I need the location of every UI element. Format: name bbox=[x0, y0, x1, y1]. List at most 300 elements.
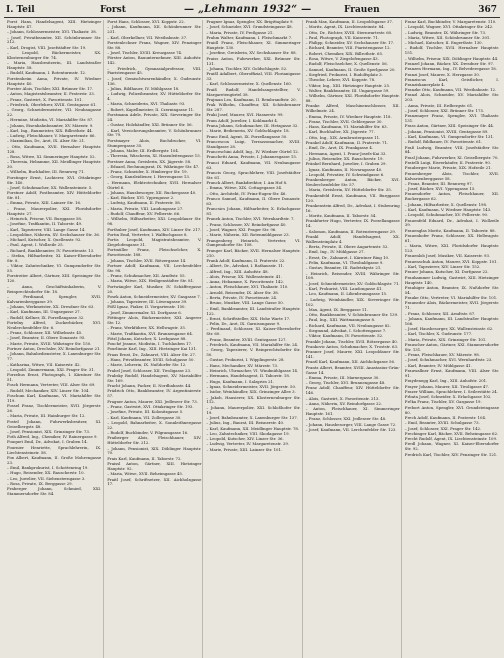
directory-entry: – Alfred, Ing., XIII. Auhofstr. 48. bbox=[206, 268, 269, 274]
directory-entry: Fraißl Adalbert, Oberoffizial, VIII. Florianigasse 33. bbox=[206, 71, 301, 82]
directory-entry: – Georg, Tischler, XVI. Brunnengasse 48. bbox=[305, 380, 386, 386]
directory-entry: Frass Anton, Gärtner, XIII. Speisinger Str. 44. bbox=[404, 123, 495, 129]
directory-entry: – Hermann, Elektrotechniker, XVII. Hernalser Gürtel 6. bbox=[107, 179, 202, 190]
directory-entry: Fraß Ludwig, Beamter, VIII. Josefstädter Str. 84. bbox=[404, 144, 499, 155]
directory-entry: – Ludwig, Kaufmann, II. Praterstr. 58. bbox=[107, 200, 181, 206]
directory-entry: Fracht Johann, Packer, II. Nordbahnstr. 44. bbox=[107, 383, 192, 389]
directory-entry: – Franz, Werkführer, XX. Hellwagstr. 35. bbox=[107, 325, 187, 331]
directory-entry: Franck Albert, Bankdirektor, I. Am Hof 8. bbox=[206, 180, 288, 186]
directory-entry: – Theodor, Lehrer, XVI. Koppstr. 78. bbox=[305, 77, 376, 83]
directory-entry: – Franz, Gastwirt, X. Favoritenstr. 101. bbox=[7, 96, 83, 102]
directory-entry: Franchetti Anna, Private, I. Johannesgasse 15. bbox=[206, 154, 298, 160]
directory-entry: – Ferdinand, Spengler, XVII. Kalvarienberggasse 39. bbox=[7, 293, 102, 304]
column-content bbox=[402, 20, 501, 458]
directory-entry: Fortis Leopold, Magistratsbeamter, V. Ziegelofengasse 31. bbox=[107, 237, 202, 248]
directory-entry: – Otto, Architekt, IV. Prinz-Eugen-Str. 46. bbox=[206, 190, 287, 196]
directory-entry: Fostel Johann, Fuhrwerksbesitzer, XI. Geiselbergstr. 48. bbox=[7, 418, 102, 429]
directory-entry: – Johann, Hausbesorger, VIII. Lange Gasse 72. bbox=[305, 421, 397, 427]
directory-column bbox=[401, 20, 501, 658]
directory-column bbox=[4, 20, 103, 658]
directory-entry: – Rosa, Witwe, XI. Simmeringer Hauptstr. 52. bbox=[7, 153, 96, 159]
directory-entry: – Johann, Kaufmann, III. Landstraßer Hauptstr. 166. bbox=[404, 315, 499, 326]
directory-entry: – Maria, Schneiderin, XVI. Thaliastr. 93. bbox=[107, 101, 186, 107]
directory-entry: – Viktor, Kaufmann, IV. Favoritenstr. 52. bbox=[305, 333, 384, 339]
directory-entry: – Hermine, Modistin, VI. Mariahilfer Str. 87. bbox=[7, 117, 94, 123]
directory-entry: – Stefan, Hilfsarbeiter, XI. Kaiser-Ebersdorfer Str. 8. bbox=[7, 253, 102, 263]
directory-entry: – Hermann, Handelsagent, II. Taborstr. 18. bbox=[206, 373, 291, 379]
directory-entry: Frankl Adolf, Handelsagent, XX. Wallensteinplatz 4. bbox=[305, 233, 400, 244]
directory-entry: – Rudolf, Chauffeur, XV. Felberstr. 66. bbox=[107, 211, 181, 217]
directory-entry: – Georg, Tapezierer, V. Reinprechtsdorfer Str. 50. bbox=[206, 347, 301, 358]
directory-entry: – Hugo, Reisender, XX. Rauscherstr. 10. bbox=[7, 470, 85, 476]
directory-entry: – Rosa, Witwe, V. Ziegelofengasse 43. bbox=[305, 56, 379, 62]
directory-entry: – Josefine, Private, III. Kolonitzgasse 5. bbox=[107, 409, 184, 415]
directory-entry: – Wilhelm, Buchhalter, III. Rennweg 71. bbox=[7, 169, 85, 175]
directory-column bbox=[103, 20, 203, 658]
directory-entry: Fossel Franz, Tischlermeister, XVII. Jörgerstr. 26. bbox=[7, 403, 102, 414]
directory-entry: – Ignaz, Schneidermeister, XVII. Jörgerstr. 50. bbox=[206, 383, 297, 389]
directory-entry: – Maria, Witwe, XII. Schönbrunner Str. 301. bbox=[404, 34, 491, 40]
directory-entry: – Siegfried, Prokurist, I. Rudolfsplatz 3. bbox=[305, 71, 383, 77]
directory-entry: – Karl, Kaufmann, VI. Gumpendorfer Str. 131. bbox=[404, 133, 495, 139]
directory-entry: – Hermann, Agent, I. Franz-Josefs-Kai 33. bbox=[305, 150, 387, 156]
directory-entry: – Berta, Private, II. Obere Augartenstr. 52. bbox=[305, 244, 389, 250]
directory-entry: – Berta, Private, IV. Favoritenstr. 24. bbox=[206, 295, 278, 301]
directory-entry: – Josef, Tischler, XVIII. Kreuzgasse 74. bbox=[107, 50, 183, 55]
directory-entry: Frauenhofer Franz, Schlosser, XX. Hellwagstr. 61. bbox=[404, 233, 499, 243]
directory-entry: – Franz, Gastwirt, XVI. Ottakringer Str. 193. bbox=[107, 403, 194, 409]
directory-entry: – Rudolf, Buchbinder, V. Pilgramgasse 16. bbox=[107, 430, 189, 436]
directory-column bbox=[302, 20, 402, 658]
directory-entry: Frauhammer Ludwig, Gastwirt, XIII. Hietzinger Hauptstr. 140. bbox=[404, 274, 499, 285]
directory-entry: Frauendorfer Anton, Fleischhauer, XII. Ruckergasse 62. bbox=[404, 191, 499, 202]
directory-entry: – Maria, Hausbesitzerin, III. Landstraßer Hauptstr. 58. bbox=[7, 60, 102, 71]
directory-entry: Frebort Anton, Spengler, XVI. Grundsteingasse 80. bbox=[404, 404, 499, 415]
directory-entry: – Alois, Gastwirt, X. Favoritenstr. 213. bbox=[305, 395, 380, 401]
directory-entry: – Karl, Versicherungsbeamter, V. Schönbrunner Str. 79. bbox=[107, 127, 202, 138]
directory-entry: – Viktor, Ing., XIII. Hietzinger Hauptstr. 25. bbox=[305, 82, 391, 88]
directory-entry: – Walter, Bankbeamter, III. Ungargasse 59. bbox=[305, 87, 390, 93]
directory-entry: – Leopold, Privatier, IV. Schwindgasse 6. bbox=[305, 171, 385, 177]
directory-entry: Fosek Anton, Schneidermeister, XV. Gasgasse 7. bbox=[107, 293, 201, 299]
directory-entry: Fortner Adolf, Kaufmann, VII. Lerchenfelder Str. 98. bbox=[107, 262, 202, 273]
directory-entry: – Johann, Werkmeister, XX. Dresdner Str. 63. bbox=[7, 304, 95, 310]
directory-entry: Francescon Luigi, Terrazzomacher, XVIII. Staudgasse 28. bbox=[206, 138, 301, 149]
directory-entry: – Katharina, Witwe, VII. Kaiserstr. 42. bbox=[7, 361, 81, 367]
directory-entry: – Johann, Pensionist, XIX. Döblinger Hauptstr. 70. bbox=[107, 445, 202, 456]
directory-entry: – Wilhelm, Friseur, XIX. Döblinger Hauptstr. 44. bbox=[404, 55, 499, 61]
directory-entry: – Josef, Wagner, XXI. Prager Str. 96. bbox=[206, 226, 277, 232]
directory-entry: – Marie, Näherin, XII. Rotenmühlgasse 23. bbox=[206, 232, 290, 238]
directory-entry: – Michael, Kutscher, II. Engerthstr. 130. bbox=[404, 40, 483, 46]
directory-entry: Franzl Alois, Schneider, XV. Mariahilfer Str. 203. bbox=[404, 92, 499, 103]
directory-entry: Frauenfeld Eduard, Dr., Advokat, I. Wollzeile 39. bbox=[404, 217, 499, 228]
directory-entry: – Leopold, Bäckermeister, XX. Klosterneuburger Str. 74. bbox=[7, 50, 102, 60]
directory-entry: – Maria, Private, IV. Preßgasse 21. bbox=[206, 29, 274, 35]
directory-entry: Fredl Johann, Wagner, XI. Kaiser-Ebersdorfer Str. 92. bbox=[404, 441, 499, 452]
directory-entry: – Felix, Dr., Arzt, IX. Garnisongasse 9. bbox=[206, 321, 281, 327]
directory-entry: – Arnold, Reisender, IX. Alser Str. 38. bbox=[206, 289, 279, 295]
directory-entry: Frabsky Rudolf, Handelsagent, XV. Mariahilfer Str. 169. bbox=[107, 372, 202, 383]
directory-entry: Frauenlob Josef, Musiker, VII. Kaiserstr. 93. bbox=[404, 253, 491, 259]
directory-entry: – Franz, Beamter, III. Rennweg 97. bbox=[404, 180, 473, 186]
directory-entry: – Leo, Zahntechniker, VIII. Skodagasse 19. bbox=[206, 430, 290, 436]
directory-entry: Forthuber Josef, Kaufmann, XIV. Linzer Str. 217. bbox=[107, 226, 202, 232]
directory-entry: – Ernst, Dr., Zahnarzt, I. Kärntner Ring 10. bbox=[305, 254, 390, 260]
directory-entry: Frankel Adolf, Kaufmann, II. Praterstr. 71. bbox=[305, 140, 389, 146]
directory-columns bbox=[4, 20, 500, 658]
directory-entry: Forst Hans, Schlosser, XVI. Koppstr. 22. bbox=[107, 20, 185, 24]
directory-entry: Fortelny Alfred, Zuckerbäcker, XVI. Neulerchenfelder Str. 6. bbox=[7, 319, 102, 330]
directory-entry: – Felix, Kaufmann, VI. Theobaldgasse 9. bbox=[305, 259, 384, 265]
directory-entry: Franzmayer Franz, Spengler, XVI. Thaliastr. 131. bbox=[404, 113, 499, 124]
directory-entry: – Albert, Dr., Advokat, I. Rathausstr. 11. bbox=[206, 263, 285, 269]
directory-entry: – Marie, Private, XIII. Lainzer Str. 101. bbox=[206, 446, 283, 452]
directory-entry: – Josef, Bäcker, XVI. Yppengasse 15. bbox=[404, 186, 476, 192]
directory-entry: – Franz, Schuhmacher, XII. Arndtstr. 55. bbox=[107, 273, 186, 279]
directory-entry: – Karl, Schlossermeister, X. Quellenstr. 160. bbox=[206, 81, 293, 87]
directory-entry: – Samuel, Kaufmann, II. Große Sperlgasse 20. bbox=[305, 66, 396, 72]
directory-entry: – Johann, Tischler, XVII. Rötzergasse 14. bbox=[107, 257, 187, 263]
directory-entry: – Leopold, Wagner, XVI. Ottakringer Str. 242. bbox=[404, 24, 494, 30]
directory-entry: – Rudolf, Mechaniker, XIV. Linzer Str. 104. bbox=[7, 387, 90, 393]
directory-entry: Fouché Jeanne, Modistin, I. Tuchlauben 17. bbox=[107, 341, 193, 347]
directory-entry: – Leopold, Kutscher, XIV. Linzer Str. 36. bbox=[206, 436, 284, 442]
directory-entry: – Josefine, Greislerin, XV. Sechshauser Str. 88. bbox=[206, 50, 297, 56]
directory-entry: Frauenglas Moritz, Kaufmann, II. Taborstr. 88. bbox=[404, 227, 496, 233]
directory-entry: – Johann, Tischler, XIV. Goldschlagstr. 52. bbox=[206, 65, 288, 71]
directory-entry: Frank Adolf, Kaufmann, II. Praterstr. 22. bbox=[206, 257, 286, 263]
directory-entry: – Bruno, Musiker, VIII. Lange Gasse 50. bbox=[206, 300, 284, 306]
directory-entry: – Paul, Ing., XIII. Wattmanngasse 8. bbox=[305, 317, 376, 323]
directory-entry: Fraiß Rudolf, Handelsangestellter, V. Margaretengürtel 38. bbox=[206, 86, 301, 97]
directory-entry: – Karl, Kaufmann, VII. Zollergasse 30. bbox=[107, 414, 182, 420]
directory-entry: – Paul, Agent, I. Wollzeile 25. bbox=[7, 242, 64, 248]
directory-entry: Frank Max, Kaufmann, II. Leopoldsgasse 37. bbox=[305, 20, 394, 24]
directory-entry: – Johann, Bahnbediensteter, X. Laxenburger Str. 77. bbox=[7, 351, 102, 362]
directory-entry: – Leopold, Bahnarbeiter, X. Sonnleithnergasse 22. bbox=[107, 419, 202, 430]
directory-entry: – Viktor, Zahntechniker, VI. Gumpendorfer Str. 55. bbox=[7, 263, 102, 274]
directory-entry: – Franz, Schlosser, XII. Wilhelmstr. 45. bbox=[7, 330, 83, 336]
directory-entry: Fraidl Franz, Fleischhauer, XI. Simmeringer Hauptstr. 130. bbox=[206, 40, 301, 51]
directory-entry: Frädrich Otto, Bankbeamter, IV. Argentinierstr. 57. bbox=[107, 388, 202, 399]
directory-entry: – Marie, Bedienerin, XV. Goldschlagstr. 18. bbox=[206, 128, 290, 134]
directory-column bbox=[202, 20, 302, 658]
directory-entry: – Gustav, Prokurist, I. Wipplingerstr. 28. bbox=[206, 357, 285, 363]
directory-entry: – Josef, Schlosser, XXI. Prager Str. 142. bbox=[404, 425, 482, 431]
directory-entry: – Richard, Bankbeamter, IV. Favoritenstr. 13. bbox=[7, 247, 95, 253]
directory-entry: Frahm Walter, Kaufmann, I. Fleischmarkt 7. bbox=[206, 34, 293, 40]
directory-entry: – Ludwig, Fleischhauer, V. Margaretenstr. 66. bbox=[7, 133, 96, 139]
directory-entry: – Johann, Hilfsarbeiter, X. Quellenstr. 198. bbox=[404, 201, 488, 207]
directory-entry: Forzelius Ernst, Photograph, I. Kärntner Str. 51. bbox=[7, 372, 102, 383]
directory-entry: – Karl, Beamter, IV. Mühlgasse 41. bbox=[404, 362, 472, 368]
directory-entry: Fragner Ignaz, Spengler, XX. Brigittaplatz 9. bbox=[206, 20, 294, 24]
directory-entry: – Emil, Bankbeamter, III. Landstraßer Hauptstr. 122. bbox=[206, 305, 301, 316]
directory-entry: – Heinrich, Reisender, XVIII. Währinger Str. 108. bbox=[305, 270, 400, 281]
directory-entry: Frauenschuh Anton, Maurer, XVI. Koppstr. 101. bbox=[404, 258, 498, 264]
directory-entry: – Leopoldine, Näherin, XV. Sechshauser Str. 36. bbox=[7, 231, 101, 237]
directory-entry: Föttinger Alois, Bäckermeister, XXI. Angerer Str. 12. bbox=[107, 315, 202, 325]
directory-entry: – Johann, Eisenbahnbeamter, XV. Märzstr. 9. bbox=[7, 122, 94, 128]
directory-entry: – Rudolf, Fleischselcher, X. Quellenstr. 56. bbox=[305, 61, 388, 67]
directory-entry: Francis Georg, Sprachlehrer, VIII. Josefstädter Str. 61. bbox=[206, 169, 301, 180]
directory-entry: Fredrich Karl, Tischler, XIV. Penzinger Str. 121. bbox=[404, 451, 498, 457]
directory-entry: – Julius, Bildhauer, IV. Mühlgasse 18. bbox=[107, 85, 180, 91]
directory-entry: – Georg, Kanzleidiener, I. Herrengasse 13. bbox=[107, 174, 191, 180]
directory-entry: Frankenstein Alfred, Dr., Advokat, I. Stubenring 16. bbox=[305, 202, 400, 213]
directory-entry: – Friedrich, Kaufmann, VII. Mariahilfer Str. 24. bbox=[206, 341, 299, 347]
directory-entry: – Marie, Lehrerin, IX. Nußdorfer Str. 12. bbox=[107, 362, 187, 368]
directory-entry: – Heinrich, Uhrmacher, VI. Windmühlgasse 14. bbox=[206, 368, 299, 374]
directory-entry: Frechinger Karl, Bäcker, XVII. Beheimgasse 62. bbox=[404, 430, 499, 436]
directory-entry: – Josef, Kaufmann, VII. Lerchenfelder Str. 123. bbox=[305, 427, 397, 433]
directory-entry: – Maria, Private, VIII. Laudongasse 27. bbox=[107, 205, 184, 211]
directory-entry: Fourlinnie Karl, Ing., XIII. Hietzinger Kai 131. bbox=[107, 346, 198, 352]
directory-entry: Fortner Anton, Drechsler, XV. Reindorfgasse 21. bbox=[7, 346, 101, 352]
directory-entry: Fraas Ernst, Dr., Zahnarzt, VIII. Alser Str. 27. bbox=[107, 351, 197, 357]
directory-entry: – Gustav, Holzhändler, XXI. Brünner Str. 56. bbox=[107, 122, 193, 128]
directory-entry: – Emil, Bankprokurist, I. Schottenring 19. bbox=[7, 465, 89, 471]
directory-entry: – Franz, Schlosser, XV. Reindorfgasse 40. bbox=[206, 221, 287, 227]
directory-entry: – Johann, Pensionist, XVIII. Gentzgasse 89. bbox=[404, 128, 489, 134]
directory-entry: – Rudolf, Kaufmann, I. Rotenturmstr. 12. bbox=[7, 70, 87, 76]
directory-entry: Franzke Otto, Kaufmann, VII. Westbahnstr. 12. bbox=[404, 87, 497, 93]
directory-entry: – Ludwig, Beamter, IX. Währinger Str. 73. bbox=[404, 29, 487, 35]
directory-entry: Frankfurter Hugo, Vertreter, IX. Porzellangasse 14. bbox=[305, 218, 400, 229]
directory-entry: Franger Karl, Bäcker, XVII. Hernalser Hauptstr. 210. bbox=[206, 247, 301, 258]
directory-entry: Franzel Johann, Bäcker, XX. Dresdner Str. 97. bbox=[404, 60, 495, 66]
directory-entry: Frauwallner Ernst, Kaufmann, VIII. Alser Str. 91. bbox=[404, 368, 499, 378]
directory-entry: – Friedrich, Gymnasialprofessor, VIII. Piaristengasse 45. bbox=[107, 65, 202, 76]
directory-entry: – Karl, Drogist, VIII. Josefstädter Str. 19. bbox=[7, 44, 87, 50]
directory-entry: – Hans, Mechaniker, XV. Märzstr. 73. bbox=[206, 362, 279, 368]
directory-entry: – Karl, Tapezierer, VIII. Lange Gasse 14. bbox=[7, 226, 86, 232]
directory-entry: – Maria, Private, XIX. Grinzinger Str. 101. bbox=[404, 336, 487, 342]
directory-entry: Frayer Johann, Maurer, XII. Tivoligasse 47. bbox=[404, 383, 490, 389]
part-label: I. Teil bbox=[6, 5, 35, 15]
directory-entry: – Jakob, Hausierer, XX. Klosterneuburger Str. 112. bbox=[206, 394, 301, 405]
directory-entry: Franz Karl, Buchbinder, V. Margaretenstr. 110. bbox=[404, 20, 497, 24]
directory-entry: Frauer Johann, Kutscher, XI. Dorfgasse 22. bbox=[404, 269, 489, 275]
directory-entry: – Michael, Kutscher, X. Quellenstr. 92. bbox=[7, 237, 82, 243]
directory-entry: Franek Anton, Tischler, XVI. Wernhardtstr. 7. bbox=[206, 216, 295, 222]
directory-entry: Frajman Leo, Kaufmann, II. Rembrandtstr. 20. bbox=[206, 96, 297, 102]
directory-entry: – Karl, Kaufmann, III. Ungargasse 27. bbox=[7, 309, 81, 315]
directory-entry: – Johann, Tapezierer, III. Löwengasse 39. bbox=[107, 299, 188, 305]
directory-entry: Forst Hans, Handelsagent, XIII. Hietzinger Hauptstr. 47. bbox=[7, 20, 102, 29]
directory-entry: – Gustav, Beamter, III. Radetzkystr. 21. bbox=[305, 265, 382, 271]
directory-entry: Frana Johann, Schuhmacher, III. Hetzgasse 32. bbox=[206, 122, 299, 128]
directory-entry: – Anna, Private, III. Erdbergstr. 61. bbox=[404, 102, 474, 108]
directory-entry: Frauberger Marie, Private, XIX. Hofzeile 21. bbox=[404, 165, 492, 171]
directory-entry: – Franz, Schlosser, XXI. Jedleseer Str. 48. bbox=[305, 416, 387, 422]
directory-entry: Fränkel Bernhard, Juwelier, I. Graben 29. bbox=[305, 161, 387, 167]
directory-entry: Fraitl Josef, Schriftsetzer, XII. Aichholzgasse 17. bbox=[107, 476, 202, 487]
directory-entry: Fraissl Anton, Gärtner, XIII. Hietzinger Hauptstr. 92. bbox=[107, 461, 202, 471]
directory-entry: Forstmann Adele, Private, XIX. Sieveringer Str. 24. bbox=[107, 112, 202, 122]
directory-entry: – Karl, Oberkellner, VII. Westbahnstr. 37. bbox=[107, 34, 188, 40]
directory-entry: – Franz, Schneider, X. Himberger Str. 19. bbox=[107, 169, 188, 175]
directory-entry: – Karl, Buchhalter, XX. Jägerstr. 77. bbox=[305, 129, 375, 135]
directory-entry: – Rosa, Private, IX. Berggasse 29. bbox=[7, 481, 73, 487]
directory-entry: – Otto, Ing., XIX. Armbrustergasse 11. bbox=[305, 134, 381, 140]
directory-entry: Franner Josef, Maurer, XXI. Leopoldauer Str. 141. bbox=[305, 349, 400, 360]
column-content bbox=[203, 20, 302, 453]
directory-entry: Fratelli Luigi, Eisverkäufer, II. Praterstr. 90. bbox=[404, 160, 491, 166]
header-range-end: Frauen bbox=[344, 5, 380, 15]
directory-entry: – Ludwig, Polizeibeamter, XV. Hütteldorfer Str. 4. bbox=[107, 91, 202, 102]
directory-entry: Forstreiter Albert, Gärtner, XIII. Speisinger Str. 120. bbox=[7, 273, 102, 284]
directory-entry: – Siegmund, Advokat, I. Schottengasse 7. bbox=[305, 328, 387, 333]
column-content bbox=[104, 20, 203, 487]
directory-entry: – Anna, Hebamme, X. Favoritenstr. 142. bbox=[206, 279, 285, 285]
directory-entry: – Otto, Bankbeamter, V. Schönbrunner Str. 139. bbox=[305, 312, 399, 318]
directory-entry: Fößl Ignaz, Fiaker, II. Vorgartenstr. 150. bbox=[107, 304, 186, 310]
directory-entry: – Emil, Dr., Arzt, IX. Frankgasse 4. bbox=[305, 145, 374, 151]
directory-entry: Frankenberger Anton, Bäcker, XVI. Neulerchenfelder Str. 57. bbox=[305, 177, 400, 188]
directory-entry: Fortin Emil, Vertreter, I. Walfischgasse 8. bbox=[107, 231, 188, 237]
directory-entry: Franziscus Karl, Geistlicher, I. Franziskanerplatz 4. bbox=[404, 76, 499, 87]
directory-entry: – Josef, Schlosser, XXI. Brünner Str. 175. bbox=[404, 107, 485, 113]
directory-entry: – Paul, Photograph, VII. Kaiserstr. 71. bbox=[305, 34, 380, 40]
header-range-start: Forst bbox=[100, 5, 126, 15]
directory-entry: – Otto, Dr., Richter, XVIII. Sternwartestr. 60. bbox=[305, 29, 393, 35]
directory-entry: Fraki Josef, Maurer, XVI. Hasnerstr. 99. bbox=[206, 112, 284, 118]
directory-entry: – Maria, Witwe, XVII. Beheimgasse 45. bbox=[107, 471, 184, 477]
directory-entry: Frankle Johann, Tischler, XVII. Rötzergasse 40. bbox=[305, 338, 398, 344]
directory-entry: – Maria, Witwe, XXI. Floridsdorfer Hauptstr. 123. bbox=[404, 243, 499, 254]
directory-entry: – Moritz, Kaufmann, II. Taborstr. 54. bbox=[305, 213, 377, 219]
directory-entry: – Maximilian, Dr., Arzt, IX. Alser Str. 21. bbox=[7, 138, 86, 144]
directory-entry: Förster Anton, Bauunternehmer, XIII. Auhofstr. 142. bbox=[107, 55, 202, 66]
directory-entry: – Max, Agent, IX. Berggasse 11. bbox=[305, 306, 368, 312]
directory-entry: Fournier Henriette, Sprachlehrerin, IX. Liechtensteinstr. 58. bbox=[7, 444, 102, 455]
directory-entry: – Marie, Private, XVIII. Währinger Str. 150. bbox=[7, 340, 92, 346]
directory-entry: – Johann, Maurerpolier, XXI. Schloßhofer Str. 19. bbox=[206, 404, 301, 415]
directory-entry: – Moritz, Agent, IX. Liechtensteinstr. 84. bbox=[305, 24, 385, 30]
directory-entry: Frčka Franz, Tischler, XV. Gasgasse 19. bbox=[404, 399, 482, 405]
directory-entry: Frecht Rudolf, Agent, IX. Liechtensteinstr. 109. bbox=[404, 436, 498, 442]
directory-entry: – Eduard, Rechnungsrat, IX. Währinger Str. 47. bbox=[107, 163, 200, 169]
directory-entry: – Josef, Beamter, II. Obere Donaustr. 95. bbox=[7, 335, 86, 341]
directory-entry: – Anton, Magistratsbeamter, II. Praterstr. 33. bbox=[7, 91, 95, 97]
directory-entry: – Rudolf, Kellner, IX. Porzellangasse 32. bbox=[7, 314, 85, 320]
directory-entry: – Robert, Kapellmeister, II. Czerningasse 11. bbox=[107, 106, 195, 112]
directory-entry: – Theresia, Hebamme, XII. Meidlinger Hauptstr. 30. bbox=[7, 159, 102, 170]
directory-entry: – Josef, Schneidermeister, XV. Goldschlagstr. 71. bbox=[305, 280, 400, 286]
column-content bbox=[4, 20, 103, 497]
directory-entry: Franceschini Adolf, Ing., IV. Wiedner Gürtel 12. bbox=[206, 149, 299, 155]
directory-entry: – Marie, Trafikantin, XVI. Brunnengasse 64. bbox=[107, 330, 194, 336]
directory-entry: – Ernst, Schriftsteller, XIX. Hohe Warte 17. bbox=[206, 315, 291, 321]
directory-entry: – Leopold, Schuhmacher, XV. Felberstr. 90. bbox=[404, 212, 489, 218]
directory-entry: – Josef, Gemischtwarenhändler, X. Gudrunstr. 136. bbox=[107, 75, 202, 86]
directory-entry: Frauhiger Anton, Beamter, IX. Nußdorfer Str. 54. bbox=[404, 284, 499, 295]
directory-entry: Frais Karl, Kaufmann, II. Taborstr. 72. bbox=[107, 455, 182, 461]
directory-entry: Forstner Adolf, Postbeamter, XIV. Hütteldorfer Str. 81. bbox=[7, 190, 102, 201]
directory-entry: – Emma, Private, XIII. Lainzer Str. 16. bbox=[7, 200, 82, 206]
directory-entry: – Emma, Private, IV. Wiedner Hauptstr. 118. bbox=[305, 113, 392, 119]
directory-entry: – Isidor, Weinhändler, XIX. Grinzinger Allee 3. bbox=[206, 389, 296, 395]
directory-entry: – Josef, Hausbesorger, XX. Wallensteinstr. 62. bbox=[404, 326, 494, 332]
directory-entry: – Julius, Reisender, XX. Rauscherstr. 19. bbox=[305, 155, 384, 161]
directory-entry: Franco Samuel, Kaufmann, II. Obere Donaustr. 63. bbox=[206, 195, 301, 206]
directory-entry: – Maria, Greislerin, XV. Hütteldorfer Str. 35. bbox=[305, 187, 392, 193]
directory-entry: – Josef, Schuhmacher, XX. Wallensteinstr. 5. bbox=[7, 184, 93, 190]
page-number: 367 bbox=[478, 5, 497, 15]
directory-entry: – Anton, Fleischhauer, XI. Simmeringer Hauptstr. 161. bbox=[305, 406, 400, 417]
directory-entry: – Josef, Bahnbeamter, X. Laxenburger Str. 137. bbox=[206, 414, 298, 420]
directory-entry: Fram Adolf, Juwelier, I. Kohlmarkt 4. bbox=[206, 117, 279, 123]
directory-entry: Frauneder Alois, Bäckermeister, XVII. Jörgerstr. 71. bbox=[404, 300, 499, 311]
directory-entry: – Franz, Tischler, XVII. Geblergasse 30. bbox=[305, 118, 383, 124]
directory-entry: Franzi Josef, Maurer, X. Herzgasse 30. bbox=[404, 71, 481, 77]
directory-entry: Forstenlechner Franz, Wagner, XIV. Penzinger Str. 88. bbox=[107, 39, 202, 50]
directory-entry: Fraydenegg Karl, Ing., XIII. Auhofstr. 201. bbox=[404, 378, 488, 384]
directory-entry: – Leopold, Zimmermann, XXI. Prager Str. 31. bbox=[7, 366, 95, 372]
directory-entry: Franke Alfred, Maschinenschlosser, XII. Wilhelmstr. 24. bbox=[305, 103, 400, 114]
directory-entry: – Julius, Ing., Baurat, III. Reisnerstr. 40. bbox=[206, 420, 285, 426]
directory-entry: Fouquet Emil, Dr., Advokat, I. Graben 14. bbox=[7, 439, 88, 445]
directory-entry: – Anna, Näherin, XV. Reindorfgasse 22. bbox=[305, 400, 383, 406]
directory-entry: Frech Adolf, Kaufmann, II. Praterstr. 104. bbox=[404, 414, 487, 420]
directory-entry: Frankovic Anton, Schuhmacher, X. Troststr. 63. bbox=[305, 343, 399, 349]
directory-entry: – Hugo, Kaufmann, I. Salzgries 21. bbox=[206, 378, 275, 384]
directory-entry: – Richard, Beamter, VIII. Piaristengasse 12. bbox=[305, 45, 391, 51]
directory-entry: Franz Adolf, Chauffeur, XIV. Hütteldorfer Str. 146. bbox=[305, 385, 400, 396]
directory-entry: – Emma, Witwe, XIX. Cottagegasse 34. bbox=[206, 185, 283, 191]
directory-entry: – Leo, Juwelier, VII. Siebensterngasse 3. bbox=[7, 475, 86, 481]
directory-entry: – Salomon, Kaufmann, II. Rotensterngasse 29. bbox=[305, 228, 396, 234]
directory-entry: – Emil, Beamter, XVIII. Schulgasse 73. bbox=[404, 420, 480, 426]
directory-entry: Fortwängler Karl, Musiker, IV. Schäffergasse 20. bbox=[107, 283, 202, 294]
directory-entry: Fox Albert, Kaufmann, II. Große Mohrengasse 23. bbox=[7, 454, 102, 465]
directory-entry: Frabel Josef, Schlosser, XII. Tivoligasse 23. bbox=[107, 367, 192, 373]
directory-entry: – Franz, Fleischhauer, XV. Märzstr. 98. bbox=[404, 352, 480, 358]
directory-entry: – Karl, Kaufmann, V. Wiedner Hauptstr. 143. bbox=[404, 206, 492, 212]
page-title: — „Lehmann 1932“ — bbox=[184, 4, 312, 15]
directory-entry: – Hans, Kaufmann, VI. Mariahilfer Str. 63. bbox=[305, 124, 388, 130]
column-content bbox=[303, 20, 402, 433]
directory-entry: Frantl Karl, Kaufmann, XII. Aichholzgasse 56. bbox=[305, 359, 396, 365]
directory-entry: Frak Wilhelm, Chauffeur, XII. Schönbrunner Str. 287. bbox=[206, 102, 301, 113]
directory-entry: Frangenberg Heinrich, Vertreter, VI. Gumpendorfer Str. 108. bbox=[206, 237, 301, 248]
directory-entry: – Franz, Maurerpolier, XXI. Floridsdorfer Hauptstr. 27. bbox=[7, 205, 102, 216]
directory-entry: – Otto, Kaufmann, XVII. Hernalser Hauptstr. 128. bbox=[7, 143, 102, 154]
directory-entry: – Maria, Witwe, XIX. Heiligenstädter Str. 81. bbox=[107, 278, 195, 284]
directory-entry: – Wilhelm, Gärtner, XXI. Floridsdorfer Hauptstr. 88. bbox=[305, 93, 400, 104]
directory-entry: Fraberger Johann, Schmied, XXI. Stammersdorfer Str. 84. bbox=[7, 486, 102, 497]
directory-entry: – Anton, Fleischhauer, XVI. Thaliastr. 110. bbox=[206, 284, 289, 290]
directory-entry: Frazer William, Sprachlehrer, I. Seilerstätte 24. bbox=[404, 388, 498, 394]
directory-entry: – Josef, Zimmermaler, XI. Dorfgasse 6. bbox=[107, 309, 182, 315]
directory-entry: Franzen Hermann, Ing., IV. Belvederegasse 18. bbox=[404, 66, 497, 72]
directory-entry: – Josef, Schneider, XVI. Grundsteingasse 48. bbox=[206, 24, 293, 30]
directory-entry: Forster Alois, Tischler, XXI. Brünner Str. 17. bbox=[7, 85, 94, 91]
directory-entry: – Karl, Bäcker, XVI. Yppengasse 2. bbox=[107, 195, 175, 201]
directory-entry: – Ludwig, Weinhändler, XIX. Sieveringer Str. 102. bbox=[305, 296, 400, 307]
directory-entry: Frauscher Anton, Gärtner, XXI. Stammersdorfer Str. 131. bbox=[404, 341, 499, 352]
directory-entry: – Johann, Kaufmann, XII. Schönbrunner Str. 231. bbox=[107, 24, 202, 35]
directory-entry: – Alois, Friseur, XX. Wallensteinstr. 41. bbox=[206, 273, 282, 279]
directory-entry: – Hans, Privatbeamter, XVIII. Schulgasse 50. bbox=[107, 357, 195, 363]
directory-entry: Fortmüller Franz, Fleischselcher, X. Favoritenstr. 188. bbox=[107, 247, 202, 258]
directory-entry: – Franz, Schlosser, XII. Arndtstr. 87. bbox=[404, 310, 476, 316]
directory-entry: – Robert, Chemiker, XIX. Billrothstr. 65. bbox=[305, 50, 384, 56]
directory-entry: Forstmayer Alois, Buchdrucker, VI. Stumpergasse 35. bbox=[107, 137, 202, 148]
directory-entry: – Maria, Private, III. Hainburger Str. 12. bbox=[7, 413, 86, 419]
